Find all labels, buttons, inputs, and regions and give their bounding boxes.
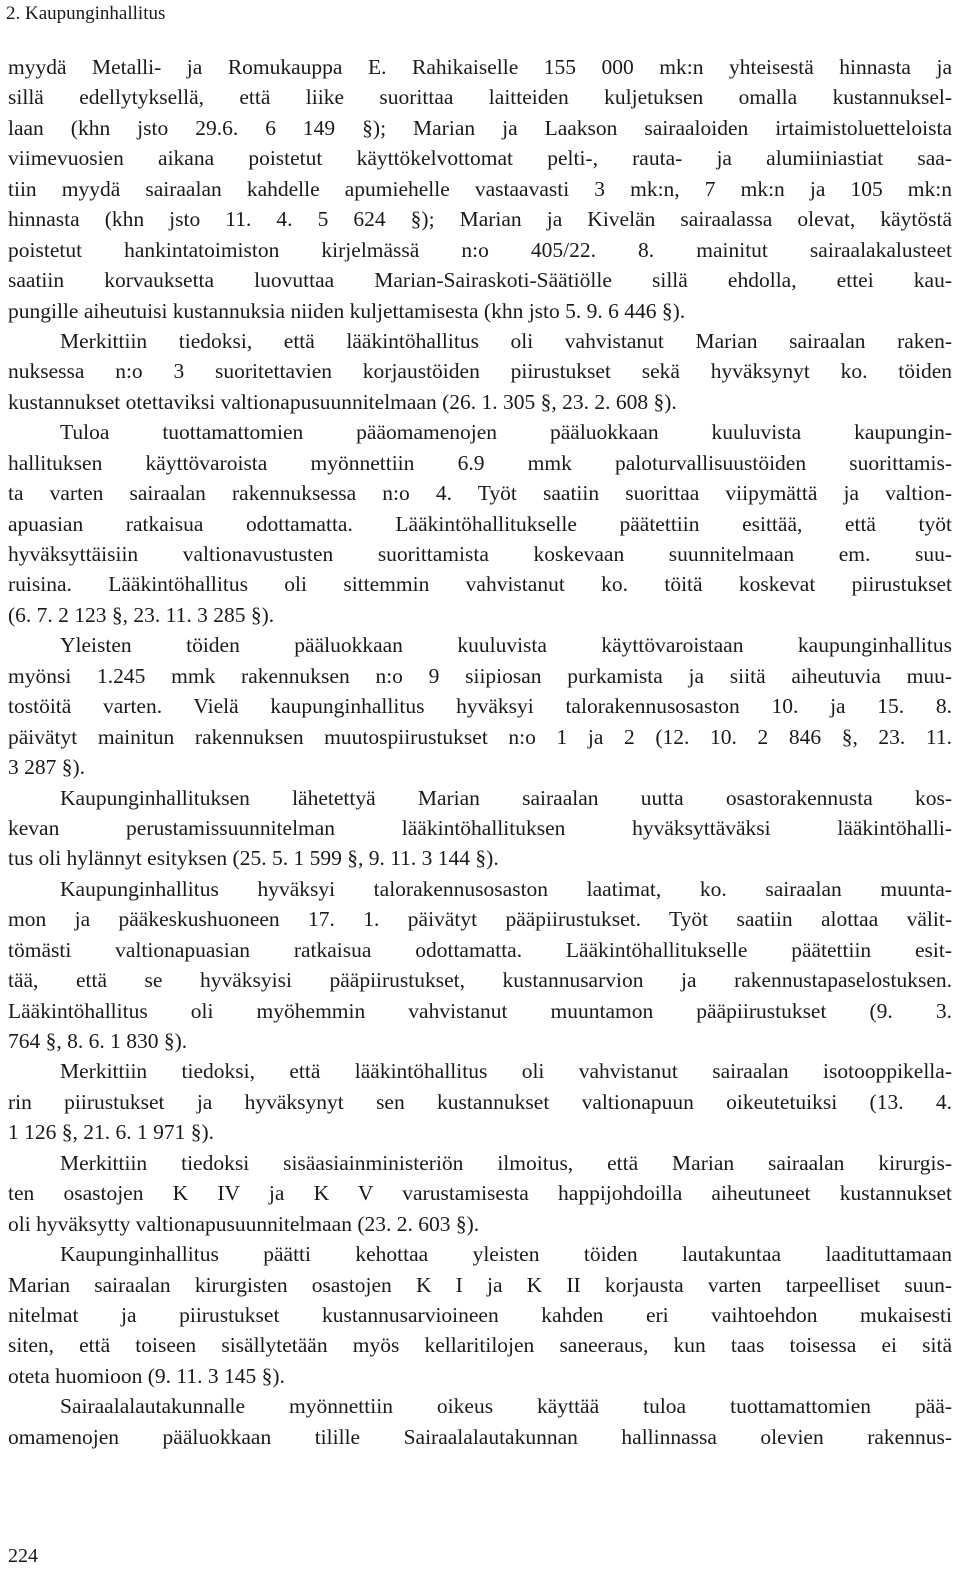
text-line: tus oli hylännyt esityksen (25. 5. 1 599 §, 9. 11. 3 144 §). — [8, 846, 499, 871]
paragraph-first-line: Merkittiin tiedoksi, että lääkintöhallitus oli vahvistanut sairaalan isotooppikella- — [60, 1059, 952, 1084]
text-line: sillä edellytyksellä, että liike suorittaa laitteiden kuljetuksen omalla kustannuksel- — [8, 85, 952, 110]
text-line: 3 287 §). — [8, 755, 86, 780]
text-line: tostöitä varten. Vielä kaupunginhallitus hyväksyi talorakennusosaston 10. ja 15. 8. — [8, 694, 952, 719]
paragraph-first-line: Merkittiin tiedoksi, että lääkintöhallitus oli vahvistanut Marian sairaalan raken- — [60, 328, 952, 353]
text-line: Lääkintöhallitus oli myöhemmin vahvistanut muuntamon pääpiirustukset (9. 3. — [8, 998, 952, 1023]
text-line: 1 126 §, 21. 6. 1 971 §). — [8, 1120, 215, 1145]
text-line: pungille aiheutuisi kustannuksia niiden kuljettamisesta (khn jsto 5. 9. 6 446 §). — [8, 298, 686, 323]
text-line: hallituksen käyttövaroista myönnettiin 6.9 mmk paloturvallisuustöiden suorittamis- — [8, 450, 952, 475]
text-line: apuasian ratkaisua odottamatta. Lääkintöhallitukselle päätettiin esittää, että työt — [8, 511, 952, 536]
text-line: nuksessa n:o 3 suoritettavien korjaustöiden piirustukset sekä hyväksynyt ko. töiden — [8, 359, 952, 384]
text-line: kevan perustamissuunnitelman lääkintöhallituksen hyväksyttäväksi lääkintöhalli- — [8, 815, 952, 840]
text-line: Marian sairaalan kirurgisten osastojen K I ja K II korjausta varten tarpeelliset suun- — [8, 1272, 952, 1297]
running-head: 2. Kaupunginhallitus — [6, 3, 166, 24]
text-line: ta varten sairaalan rakennuksessa n:o 4. Työt saatiin suorittaa viipymättä ja valtion- — [8, 481, 952, 506]
text-line: tiin myydä sairaalan kahdelle apumiehelle vastaavasti 3 mk:n, 7 mk:n ja 105 mk:n — [8, 176, 952, 201]
text-line: mon ja pääkeskushuoneen 17. 1. päivätyt pääpiirustukset. Työt saatiin alottaa välit- — [8, 907, 952, 932]
paragraph-first-line: Sairaalalautakunnalle myönnettiin oikeus käyttää tuloa tuottamattomien pää- — [60, 1394, 952, 1419]
text-line: viimevuosien aikana poistetut käyttökelvottomat pelti-, rauta- ja alumiiniastiat saa- — [8, 146, 952, 171]
text-line: kustannukset otettaviksi valtionapusuunnitelmaan (26. 1. 305 §, 23. 2. 608 §). — [8, 389, 677, 414]
paragraph-first-line: Kaupunginhallituksen lähetettyä Marian sairaalan uutta osastorakennusta kos- — [60, 785, 952, 810]
text-line: myydä Metalli- ja Romukauppa E. Rahikaiselle 155 000 mk:n yhteisestä hinnasta ja — [8, 55, 952, 79]
text-line: nitelmat ja piirustukset kustannusarvioineen kahden eri vaihtoehdon mukaisesti — [8, 1302, 952, 1327]
text-line: rin piirustukset ja hyväksynyt sen kustannukset valtionapuun oikeutetuiksi (13. 4. — [8, 1089, 952, 1114]
paragraph-first-line: Merkittiin tiedoksi sisäasiainministeriön ilmoitus, että Marian sairaalan kirurgis- — [60, 1150, 952, 1175]
text-line: omamenojen pääluokkaan tilille Sairaalalautakunnan hallinnassa olevien rakennus- — [8, 1424, 952, 1449]
text-line: tömästi valtionapuasian ratkaisua odottamatta. Lääkintöhallitukselle päätettiin esit- — [8, 937, 952, 962]
text-line: oteta huomioon (9. 11. 3 145 §). — [8, 1363, 285, 1388]
paragraph-first-line: Kaupunginhallitus hyväksyi talorakennusosaston laatimat, ko. sairaalan muunta- — [60, 876, 952, 901]
text-line: siten, että toiseen sisällytetään myös kellaritilojen saneeraus, kun taas toisessa ei sitä — [8, 1333, 952, 1358]
text-line: (6. 7. 2 123 §, 23. 11. 3 285 §). — [8, 602, 275, 627]
text-line: tää, että se hyväksyisi pääpiirustukset, kustannusarvion ja rakennustapaselostuksen. — [8, 968, 952, 993]
text-line: poistetut hankintatoimiston kirjelmässä n:o 405/22. 8. mainitut sairaalakalusteet — [8, 237, 952, 262]
text-line: laan (khn jsto 29.6. 6 149 §); Marian ja Laakson sairaaloiden irtaimistoluetteloista — [8, 115, 952, 140]
text-line: hinnasta (khn jsto 11. 4. 5 624 §); Marian ja Kivelän sairaalassa olevat, käytöstä — [8, 207, 952, 232]
text-line: saatiin korvauksetta luovuttaa Marian-Sairaskoti-Säätiölle sillä ehdolla, ettei kau- — [8, 268, 952, 293]
paragraph-first-line: Kaupunginhallitus päätti kehottaa yleisten töiden lautakuntaa laadituttamaan — [60, 1242, 952, 1267]
text-line: 764 §, 8. 6. 1 830 §). — [8, 1029, 188, 1053]
page-number: 224 — [8, 1545, 38, 1567]
text-line: ten osastojen K IV ja K V varustamisesta happijohdoilla aiheutuneet kustannukset — [8, 1181, 952, 1206]
text-line: päivätyt mainitun rakennuksen muutospiirustukset n:o 1 ja 2 (12. 10. 2 846 §, 23. 11. — [8, 724, 952, 749]
paragraph-first-line: Yleisten töiden pääluokkaan kuuluvista käyttövaroistaan kaupunginhallitus — [60, 633, 952, 658]
text-line: myönsi 1.245 mmk rakennuksen n:o 9 siipiosan purkamista ja siitä aiheutuvia muu- — [8, 663, 952, 688]
text-line: hyväksyttäisiin valtionavustusten suorittamista koskevaan suunnitelmaan em. suu- — [8, 542, 952, 566]
text-line: oli hyväksytty valtionapusuunnitelmaan (23. 2. 603 §). — [8, 1211, 480, 1236]
text-line: ruisina. Lääkintöhallitus oli sittemmin vahvistanut ko. töitä koskevat piirustukset — [8, 572, 952, 597]
paragraph-first-line: Tuloa tuottamattomien pääomamenojen pääluokkaan kuuluvista kaupungin- — [60, 420, 952, 445]
body-text — [8, 52, 952, 1452]
